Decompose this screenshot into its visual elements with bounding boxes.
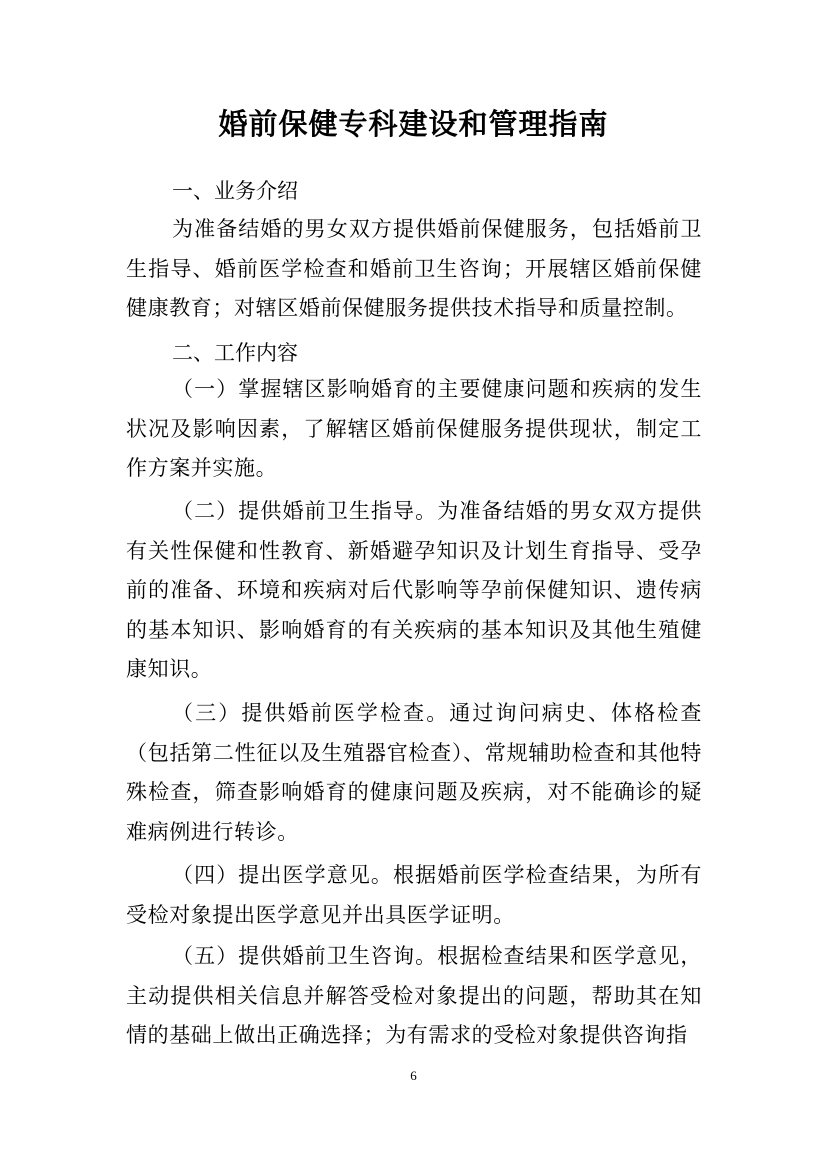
document-title: 婚前保健专科建设和管理指南 [218, 107, 609, 141]
paragraph-business-intro: 为准备结婚的男女双方提供婚前保健服务，包括婚前卫生指导、婚前医学检查和婚前卫生咨询；开展辖区婚前保健健康教育；对辖区婚前保健服务提供技术指导和质量控制。 [126, 217, 702, 320]
paragraph-item-3: （三）提供婚前医学检查。通过询问病史、体格检查（包括第二性征以及生殖器官检查）、常规辅助检查和其他特殊检查，筛查影响婚育的健康问题及疾病，对不能确诊的疑难病例进行转诊。 [126, 701, 702, 844]
paragraph-item-4: （四）提出医学意见。根据婚前医学检查结果，为所有受检对象提出医学意见并出具医学证明。 [126, 863, 702, 927]
section-heading-business-intro: 一、业务介绍 [172, 179, 298, 203]
paragraph-item-1: （一）掌握辖区影响婚育的主要健康问题和疾病的发生状况及影响因素，了解辖区婚前保健服务提供现状，制定工作方案并实施。 [126, 377, 702, 480]
page-number: 6 [410, 1068, 417, 1083]
paragraph-item-2: （二）提供婚前卫生指导。为准备结婚的男女双方提供有关性保健和性教育、新婚避孕知识及计划生育指导、受孕前的准备、环境和疾病对后代影响等孕前保健知识、遗传病的基本知识、影响婚育的有关疾病的基本知识及其他生殖健康知识。 [126, 499, 702, 681]
section-heading-work-content: 二、工作内容 [172, 341, 298, 365]
paragraph-item-5: （五）提供婚前卫生咨询。根据检查结果和医学意见，主动提供相关信息并解答受检对象提出的问题，帮助其在知情的基础上做出正确选择；为有需求的受检对象提供咨询指 [126, 944, 702, 1047]
